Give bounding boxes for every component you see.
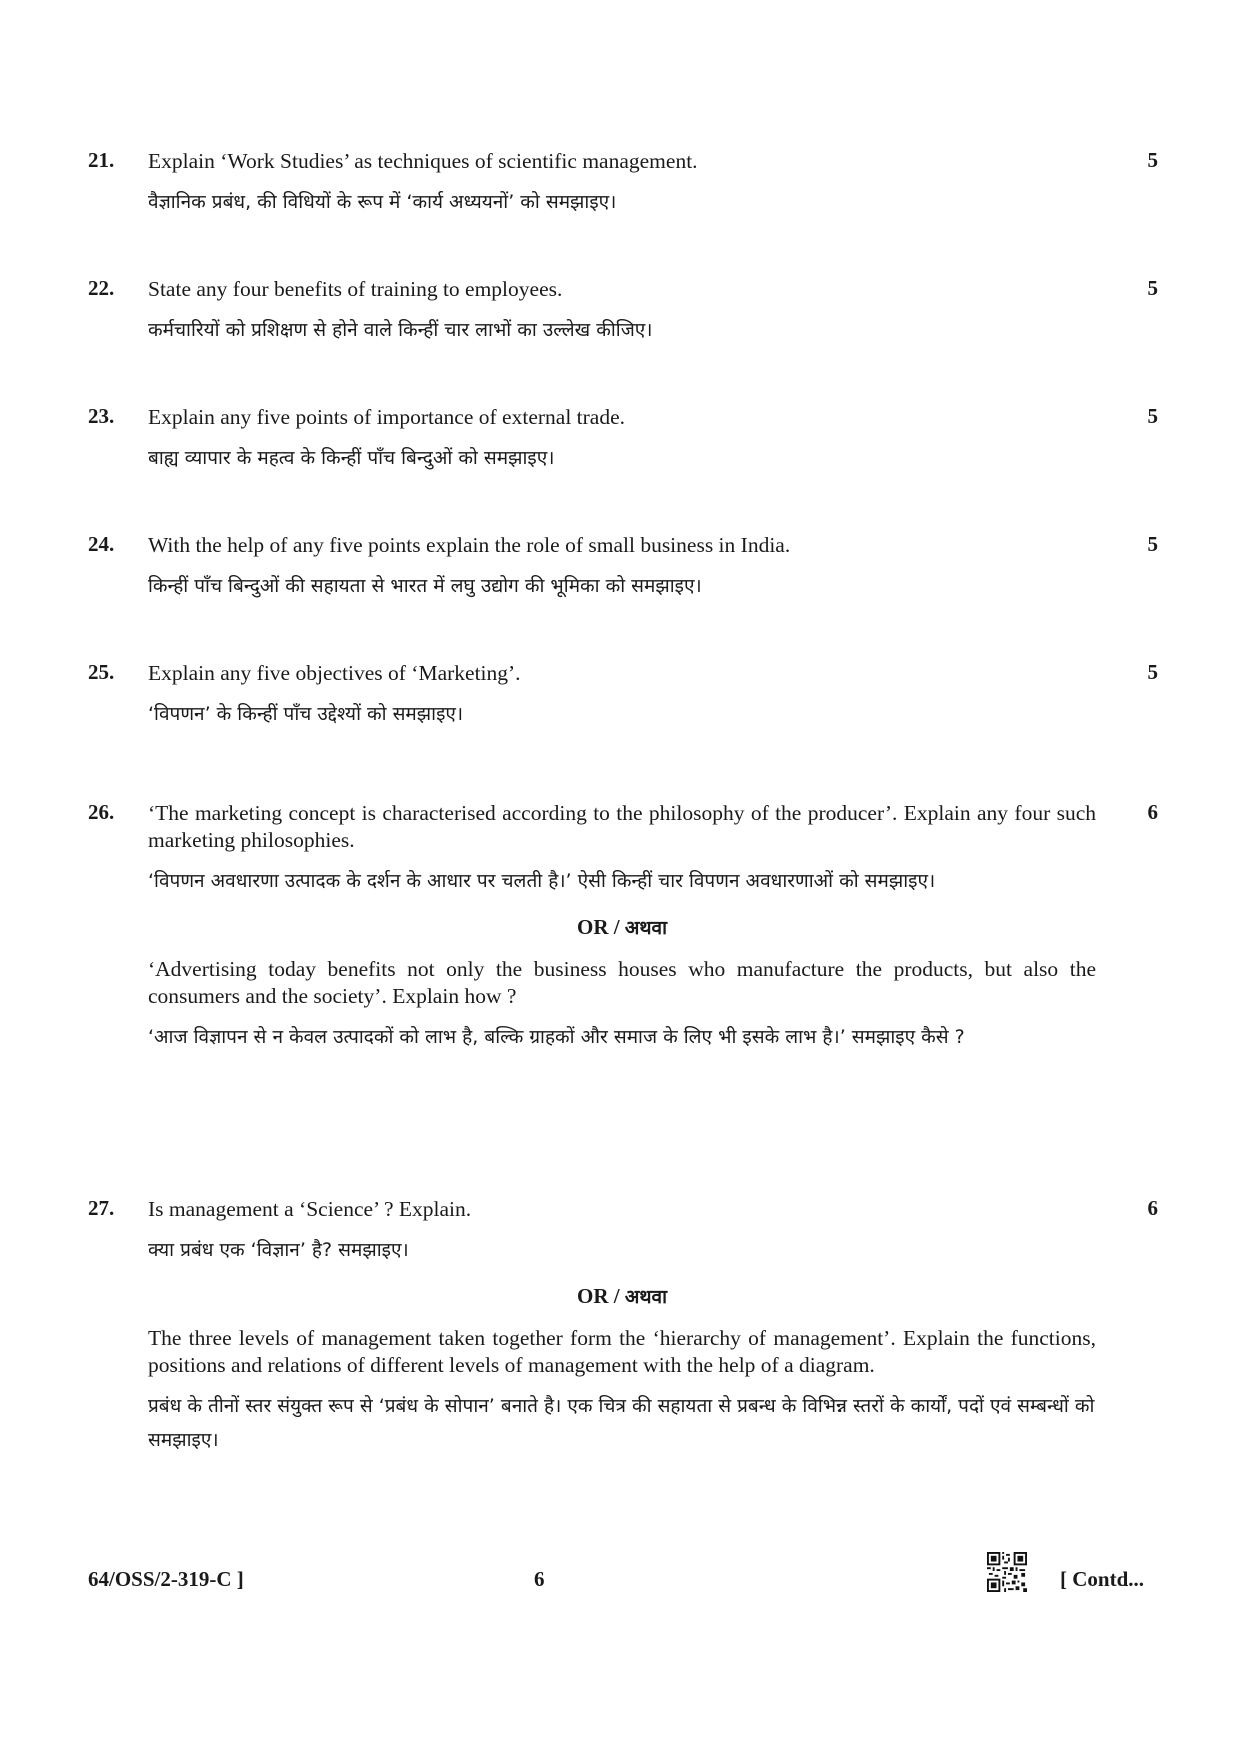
question-marks: 5	[1147, 276, 1158, 300]
alternative-text-hi: ‘आज विज्ञापन से न केवल उत्पादकों को लाभ है, बल्कि ग्राहकों और समाज के लिए भी इसके लाभ है।’ समझाइए कैसे ?	[148, 1026, 965, 1048]
alternative-text-hi: प्रबंध के तीनों स्तर संयुक्त रूप से ‘प्रबंध के सोपान’ बनाते है। एक चित्र की सहायता से प्रबन्ध के विभिन्न स्तरों के कार्यों, पदों एवं सम्बन्धों को समझाइए।	[148, 1395, 1095, 1451]
question-24	[88, 532, 1158, 603]
question-text-hi: कर्मचारियों को प्रशिक्षण से होने वाले किन्हीं चार लाभों का उल्लेख कीजिए।	[148, 319, 653, 341]
question-22	[88, 276, 1158, 347]
question-text-en: State any four benefits of training to employees.	[148, 277, 563, 301]
question-marks: 5	[1147, 148, 1158, 172]
question-body	[148, 660, 1096, 731]
or-label-hi: अथवा	[624, 1286, 667, 1308]
qr-code-icon	[987, 1552, 1027, 1592]
question-number: 21.	[88, 148, 115, 172]
question-text-en: With the help of any five points explain the role of small business in India.	[148, 533, 791, 557]
or-label-hi: अथवा	[624, 917, 667, 939]
question-text-en: ‘The marketing concept is characterised according to the philosophy of the producer’. Explain any four such marketing philosophies.	[148, 801, 1096, 852]
or-divider	[148, 1283, 1096, 1309]
question-27	[88, 1196, 1158, 1457]
question-body	[148, 276, 1096, 347]
question-text-hi: ‘विपणन अवधारणा उत्पादक के दर्शन के आधार पर चलती है।’ ऐसी किन्हीं चार विपणन अवधारणाओं को समझाइए।	[148, 870, 936, 892]
question-marks: 5	[1147, 532, 1158, 556]
question-body	[148, 148, 1096, 219]
question-text-hi: वैज्ञानिक प्रबंध, की विधियों के रूप में ‘कार्य अध्ययनों’ को समझाइए।	[148, 191, 617, 213]
paper-code: 64/OSS/2-319-C ]	[88, 1567, 244, 1591]
question-marks: 5	[1147, 660, 1158, 684]
question-text-hi: क्या प्रबंध एक ‘विज्ञान’ है? समझाइए।	[148, 1239, 409, 1261]
continued-label: [ Contd...	[1060, 1567, 1145, 1591]
question-marks: 6	[1147, 1196, 1158, 1220]
question-body	[148, 800, 1096, 1054]
question-text-hi: बाह्य व्यापार के महत्व के किन्हीं पाँच बिन्दुओं को समझाइए।	[148, 447, 555, 469]
question-number: 23.	[88, 404, 115, 428]
question-body	[148, 1196, 1096, 1457]
question-26	[88, 800, 1158, 1054]
question-number: 25.	[88, 660, 115, 684]
question-text-en: Explain any five points of importance of external trade.	[148, 405, 626, 429]
question-number: 27.	[88, 1196, 115, 1220]
question-marks: 6	[1147, 800, 1158, 824]
question-21	[88, 148, 1158, 219]
or-label-en: OR /	[577, 915, 620, 939]
question-number: 22.	[88, 276, 115, 300]
question-number: 26.	[88, 800, 115, 824]
question-text-en: Explain ‘Work Studies’ as techniques of scientific management.	[148, 149, 698, 173]
question-25	[88, 660, 1158, 731]
question-text-hi: किन्हीं पाँच बिन्दुओं की सहायता से भारत में लघु उद्योग की भूमिका को समझाइए।	[148, 575, 702, 597]
page-number: 6	[534, 1567, 545, 1591]
question-marks: 5	[1147, 404, 1158, 428]
alternative-text-en: The three levels of management taken together form the ‘hierarchy of management’. Explain the functions, positions and relations of different levels of management with the help of a diagram.	[148, 1326, 1096, 1377]
alternative-text-en: ‘Advertising today benefits not only the business houses who manufacture the products, but also the consumers and the society’. Explain how ?	[148, 957, 1096, 1008]
question-text-en: Is management a ‘Science’ ? Explain.	[148, 1197, 472, 1221]
or-divider	[148, 914, 1096, 940]
question-body	[148, 532, 1096, 603]
or-label-en: OR /	[577, 1284, 620, 1308]
question-number: 24.	[88, 532, 115, 556]
question-text-hi: ‘विपणन’ के किन्हीं पाँच उद्देश्यों को समझाइए।	[148, 703, 464, 725]
question-text-en: Explain any five objectives of ‘Marketing’.	[148, 661, 521, 685]
question-body	[148, 404, 1096, 475]
question-23	[88, 404, 1158, 475]
